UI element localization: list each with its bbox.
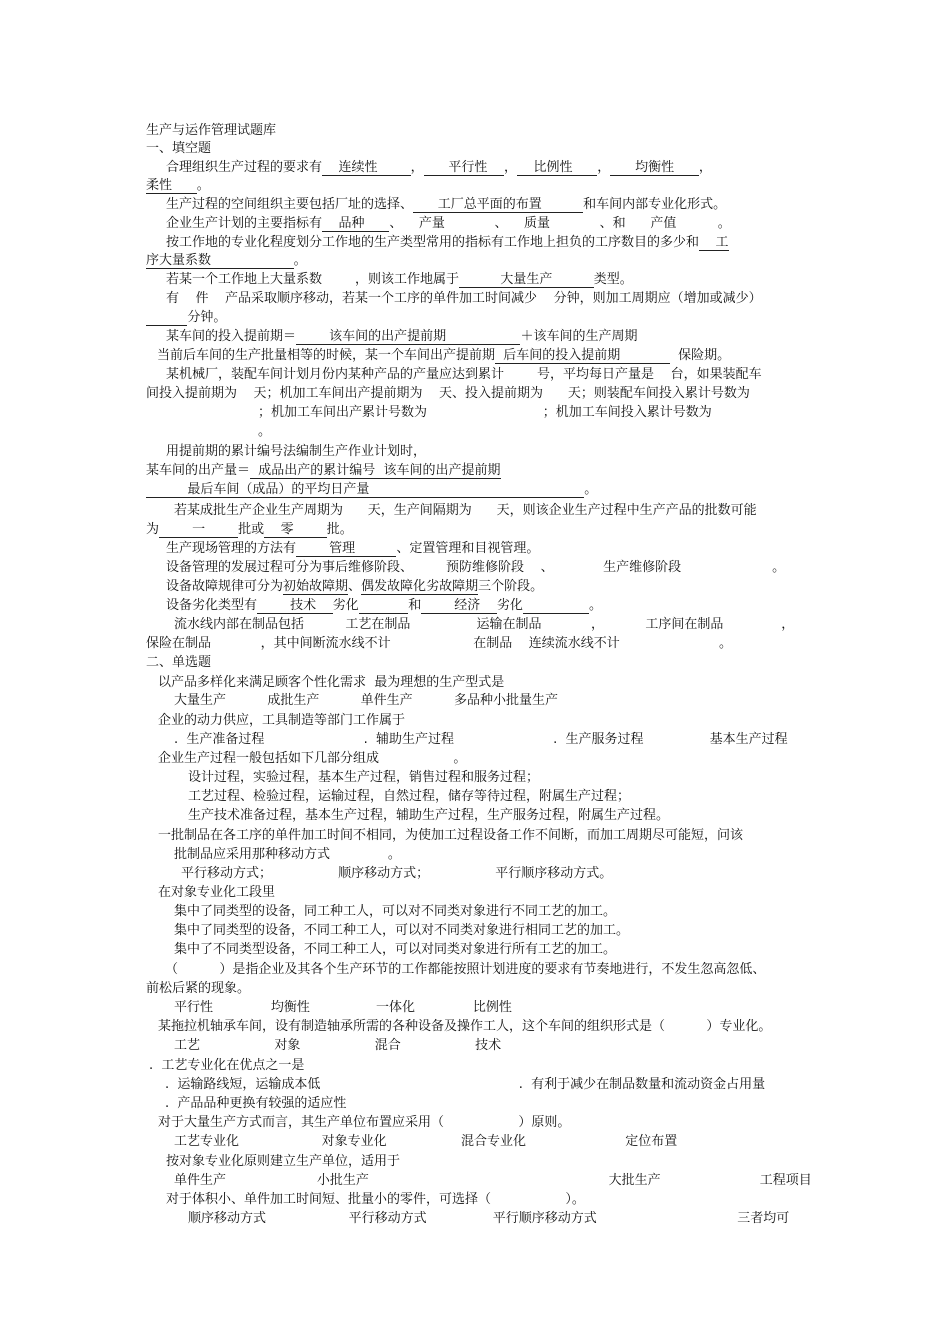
choice-11-options: 顺序移动方式 平行移动方式 平行顺序移动方式 三者均可 xyxy=(188,1211,790,1226)
q1-answer-3: 比例性 xyxy=(516,160,598,175)
question-8 xyxy=(157,347,730,365)
choice-3-question: 企业生产过程一般包括如下几部分组成 。 xyxy=(158,751,467,766)
q14-answer-1: 初始故障期 xyxy=(283,579,349,594)
q1-sep-2: ， xyxy=(503,160,517,175)
q11-text-3: 批。 xyxy=(326,522,353,537)
question-10-line-2 xyxy=(146,462,501,480)
q2-text: 生产过程的空间组织主要包括厂址的选择、 xyxy=(166,197,414,212)
question-15 xyxy=(166,597,602,615)
choice-6-question: （ ）是指企业及其各个生产环节的工作都能按照计划进度的要求有节奏地进行，不发生忽高忽低、 xyxy=(165,962,766,977)
q14-text: 设备故障规律可分为 xyxy=(166,579,284,594)
q15-blank-1 xyxy=(359,598,409,614)
choice-10-options: 单件生产 小批生产 大批生产 工程项目 xyxy=(174,1173,812,1188)
q2-text-2: 和车间内部专业化形式。 xyxy=(583,197,727,212)
q15-text-2: 劣化 xyxy=(332,598,359,613)
q15-answer-1: 技术 xyxy=(257,598,333,613)
question-9-line-2: 间投入提前期为 天；机加工车间出产提前期为 天、投入提前期为 天；则装配车间投入累计号数为 xyxy=(146,386,750,401)
q11-answer-2: 零 xyxy=(264,522,327,537)
q3-text: 企业生产计划的主要指标有 xyxy=(166,216,323,231)
q15-text-5: 。 xyxy=(588,598,602,613)
q6-answer xyxy=(146,310,187,326)
q8-answer: 后车间的投入提前期 xyxy=(495,348,670,363)
choice-2-question: 企业的动力供应，工具制造等部门工作属于 xyxy=(158,713,406,728)
q8-text: 当前后车间的生产批量相等的时候，某一个车间出产提前期 xyxy=(157,348,496,363)
q4-text-2: 。 xyxy=(293,253,307,268)
q1-answer-2: 平行性 xyxy=(423,160,504,175)
section-heading-choice: 二、单选题 xyxy=(146,655,212,670)
question-4 xyxy=(166,234,729,252)
choice-5-option-c: 集中了不同类型设备，不同工种工人，可以对同类对象进行所有工艺的加工。 xyxy=(174,942,617,957)
question-1 xyxy=(166,159,712,177)
question-10-line-1: 用提前期的累计编号法编制生产作业计划时， xyxy=(166,444,427,459)
q14-answer-2: 偶发故障化 xyxy=(361,579,427,594)
choice-9-question: 对于大量生产方式而言，其生产单位布置应采用（ ）原则。 xyxy=(158,1115,571,1130)
q15-blank-2 xyxy=(523,598,589,614)
question-11-cont xyxy=(146,521,353,539)
q1-answer-1: 连续性 xyxy=(322,160,411,175)
choice-8-question: . 工艺专业化在优点之一是 xyxy=(149,1058,305,1073)
q3-text-2: 、 产量 、 质量 、和 产值 。 xyxy=(389,216,731,231)
question-3 xyxy=(166,215,731,233)
choice-6-options: 平行性 均衡性 一体化 比例性 xyxy=(174,1000,512,1015)
question-6: 有 件 产品采取顺序移动，若某一个工序的单件加工时间减少 分钟，则加工周期应（增加或减少） xyxy=(166,291,762,306)
q7-text-2: ＋该车间的生产周期 xyxy=(520,329,638,344)
q4-answer-2: 序大量系数 xyxy=(146,253,294,268)
question-10-line-3 xyxy=(146,481,597,499)
q15-text: 设备劣化类型有 xyxy=(166,598,258,613)
question-2 xyxy=(166,196,726,214)
question-9-line-1: 某机械厂，装配车间计划月份内某种产品的产量应达到累计 号，平均每日产量是 台，如果装配车 xyxy=(166,367,762,382)
question-13: 设备管理的发展过程可分为事后维修阶段、 预防维修阶段 、 生产维修阶段 。 xyxy=(166,560,786,575)
q1-text: 合理组织生产过程的要求有 xyxy=(166,160,323,175)
choice-8-option-c: . 产品品种更换有较强的适应性 xyxy=(165,1096,347,1111)
q3-answer: 品种 xyxy=(322,216,390,231)
question-12 xyxy=(166,540,539,558)
question-1-cont xyxy=(146,177,210,195)
choice-3-option-a: 设计过程，实验过程，基本生产过程，销售过程和服务过程； xyxy=(188,770,540,785)
question-16-line-1: 流水线内部在制品包括 工艺在制品 运输在制品 ， 工序间在制品 ， xyxy=(174,617,795,632)
question-16-line-2: 保险在制品 ，其中间断流水线不计 在制品 连续流水线不计 。 xyxy=(146,636,732,651)
q12-text-2: 、定置管理和目视管理。 xyxy=(396,541,540,556)
question-6-cont xyxy=(146,309,226,327)
choice-7-options: 工艺 对象 混合 技术 xyxy=(174,1038,502,1053)
q15-text-3: 和 xyxy=(408,598,422,613)
q14-answer-3: 劣故障期 xyxy=(426,579,479,594)
question-14 xyxy=(166,578,543,596)
question-4-cont xyxy=(146,252,307,270)
q7-text: 某车间的投入提前期＝ xyxy=(166,329,297,344)
q12-text: 生产现场管理的方法有 xyxy=(166,541,297,556)
q1-sep-4: ， xyxy=(698,160,712,175)
choice-8-option-ab: . 运输路线短，运输成本低 . 有利于减少在制品数量和流动资金占用量 xyxy=(165,1077,766,1092)
choice-10-question: 按对象专业化原则建立生产单位，适用于 xyxy=(166,1154,401,1169)
q2-answer: 工厂总平面的布置 xyxy=(413,197,584,212)
q10-denominator: 最后车间（成品）的平均日产量 xyxy=(146,482,585,497)
choice-9-options: 工艺专业化 对象专业化 混合专业化 定位布置 xyxy=(174,1134,678,1149)
q1-answer-5: 柔性 xyxy=(146,178,197,193)
q5-text-2: 类型。 xyxy=(593,272,633,287)
q14-sep: 、 xyxy=(348,579,362,594)
question-5 xyxy=(166,271,633,289)
q1-sep-3: ， xyxy=(597,160,611,175)
choice-4-options: 平行移动方式； 顺序移动方式； 平行顺序移动方式。 xyxy=(181,866,613,881)
q7-answer: 该车间的出产提前期 xyxy=(296,329,521,344)
choice-5-option-a: 集中了同类型的设备，同工种工人，可以对不同类对象进行不同工艺的加工。 xyxy=(174,904,617,919)
choice-7-question: 某拖拉机轴承车间，设有制造轴承所需的各种设备及操作工人，这个车间的组织形式是（ ）专业化。 xyxy=(158,1019,772,1034)
q5-answer: 大量生产 xyxy=(459,272,594,287)
q10-text: 某车间的出产量＝ xyxy=(146,463,251,478)
choice-3-option-b: 工艺过程、检验过程，运输过程，自然过程，储存等待过程，附属生产过程； xyxy=(188,789,631,804)
q5-text: 若某一个工作地上大量系数 ，则该工作地属于 xyxy=(166,272,460,287)
q8-text-2: 保险期。 xyxy=(669,348,731,363)
q15-text-4: 劣化 xyxy=(496,598,523,613)
q1-answer-4: 均衡性 xyxy=(610,160,699,175)
question-9-line-3: ；机加工车间出产累计号数为 ；机加工车间投入累计号数为 xyxy=(258,405,712,420)
q10-numerator: 成品出产的累计编号 该车间的出产提前期 xyxy=(250,463,501,478)
choice-5-question: 在对象专业化工段里 xyxy=(158,885,276,900)
choice-4-question: 一批制品在各工序的单件加工时间不相同，为使加工过程设备工作不间断，而加工周期尽可能短，问该 xyxy=(158,828,744,843)
q11-text-2: 批或 xyxy=(238,522,265,537)
question-9-line-4: 。 xyxy=(258,424,272,439)
choice-6-question-cont: 前松后紧的现象。 xyxy=(146,981,251,996)
q11-text: 为 xyxy=(146,522,160,537)
q10-text-2: 。 xyxy=(584,482,598,497)
q4-text: 按工作地的专业化程度划分工作地的生产类型常用的指标有工作地上担负的工序数目的多少和 xyxy=(166,235,700,250)
choice-4-question-cont: 批制品应采用那种移动方式 。 xyxy=(174,847,401,862)
q14-text-2: 三个阶段。 xyxy=(478,579,544,594)
q12-answer: 管理 xyxy=(296,541,397,556)
choice-1-options: 大量生产 成批生产 单件生产 多品种小批量生产 xyxy=(174,693,558,708)
choice-3-option-c: 生产技术准备过程，基本生产过程，辅助生产过程，生产服务过程，附属生产过程。 xyxy=(188,808,670,823)
choice-5-option-b: 集中了同类型的设备，不同工种工人，可以对不同类对象进行相同工艺的加工。 xyxy=(174,923,630,938)
choice-1-question: 以产品多样化来满足顾客个性化需求 最为理想的生产型式是 xyxy=(158,675,505,690)
question-7 xyxy=(166,328,637,346)
q6-text-2: 分钟。 xyxy=(187,310,227,325)
q1-sep-1: ， xyxy=(410,160,424,175)
q15-answer-2: 经济 xyxy=(421,598,497,613)
choice-11-question: 对于体积小、单件加工时间短、批量小的零件，可选择（ ）。 xyxy=(166,1192,585,1207)
q1-sep-5: 。 xyxy=(196,178,210,193)
section-heading-fill: 一、填空题 xyxy=(146,141,212,156)
q11-answer-1: 一 xyxy=(159,522,239,537)
doc-title: 生产与运作管理试题库 xyxy=(146,123,277,138)
q4-answer: 工 xyxy=(699,235,729,250)
question-11: 若某成批生产企业生产周期为 天，生产间隔期为 天，则该企业生产过程中生产产品的批数可能 xyxy=(174,503,757,518)
choice-2-options: . 生产准备过程 . 辅助生产过程 . 生产服务过程 基本生产过程 xyxy=(174,732,788,747)
